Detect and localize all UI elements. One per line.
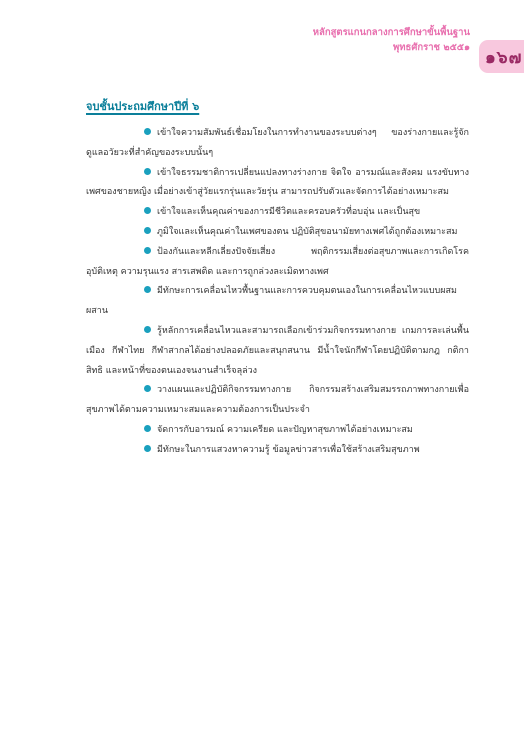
list-item — [86, 282, 469, 322]
list-item — [86, 421, 469, 441]
bullet-icon — [144, 425, 151, 432]
item-text: ป้องกันและหลีกเลี่ยงปัจจัยเสี่ยง พฤติกรรมเสี่ยงต่อสุขภาพและการเกิดโรค อุบัติเหตุ ความรุนแรง สารเสพติด และการถูกล่วงละเมิดทางเพศ — [86, 246, 469, 277]
list-item — [86, 223, 469, 243]
bullet-icon — [144, 168, 151, 175]
item-text: เข้าใจความสัมพันธ์เชื่อมโยงในการทำงานของระบบต่างๆ ของร่างกายและรู้จักดูแลอวัยวะที่สำคัญของระบบนั้นๆ — [86, 128, 469, 158]
bullet-icon — [144, 207, 151, 214]
list-item — [86, 441, 469, 461]
running-header — [300, 26, 470, 55]
main-content — [86, 99, 469, 461]
page-number: ๑๖๗ — [485, 48, 523, 68]
item-text: มีทักษะการเคลื่อนไหวพื้นฐานและการควบคุมตนเองในการเคลื่อนไหวแบบผสมผสาน — [86, 286, 457, 317]
header-year: พุทธศักราช ๒๕๕๑ — [393, 42, 470, 53]
bullet-icon — [144, 385, 151, 392]
bullet-icon — [144, 286, 151, 293]
list-item — [86, 203, 469, 223]
header-curriculum-title: หลักสูตรแกนกลางการศึกษาขั้นพื้นฐาน — [312, 27, 470, 38]
bullet-icon — [144, 128, 151, 135]
list-item — [86, 322, 469, 381]
bullet-icon — [144, 445, 151, 452]
list-item — [86, 164, 469, 204]
item-text: มีทักษะในการแสวงหาความรู้ ข้อมูลข่าวสารเพื่อใช้สร้างเสริมสุขภาพ — [157, 444, 420, 455]
section-title: จบชั้นประถมศึกษาปีที่ ๖ — [86, 100, 200, 113]
item-text: เข้าใจและเห็นคุณค่าของการมีชีวิตและครอบครัวที่อบอุ่น และเป็นสุข — [157, 207, 421, 218]
list-item — [86, 381, 469, 421]
page-number-tab — [479, 40, 524, 73]
list-item — [86, 124, 469, 164]
item-text: ภูมิใจและเห็นคุณค่าในเพศของตน ปฏิบัติสุขอนามัยทางเพศได้ถูกต้องเหมาะสม — [157, 226, 458, 237]
bullet-icon — [144, 227, 151, 234]
item-text: วางแผนและปฏิบัติกิจกรรมทางกาย กิจกรรมสร้างเสริมสมรรถภาพทางกายเพื่อสุขภาพได้ตามความเหมาะสมและความต้องการเป็นประจำ — [86, 385, 469, 416]
item-text: เข้าใจธรรมชาติการเปลี่ยนแปลงทางร่างกาย จิตใจ อารมณ์และสังคม แรงขับทางเพศของชายหญิง เมื่อย่างเข้าสู่วัยแรกรุ่นและวัยรุ่น สามารถปรับตัวและจัดการได้อย่างเหมาะสม — [86, 167, 469, 198]
bullet-icon — [144, 326, 151, 333]
list-item — [86, 243, 469, 283]
item-text: จัดการกับอารมณ์ ความเครียด และปัญหาสุขภาพได้อย่างเหมาะสม — [157, 424, 413, 435]
bullet-icon — [144, 247, 151, 254]
item-text: รู้หลักการเคลื่อนไหวและสามารถเลือกเข้าร่วมกิจกรรมทางกาย เกมการละเล่นพื้นเมือง กีฬาไทย กีฬาสากลได้อย่างปลอดภัยและสนุกสนาน มีน้ำใจนักกีฬาโดยปฏิบัติตามกฎ กติกา สิทธิ และหน้าที่ของตนเองจนงานสำเร็จลุล่วง — [86, 325, 469, 376]
